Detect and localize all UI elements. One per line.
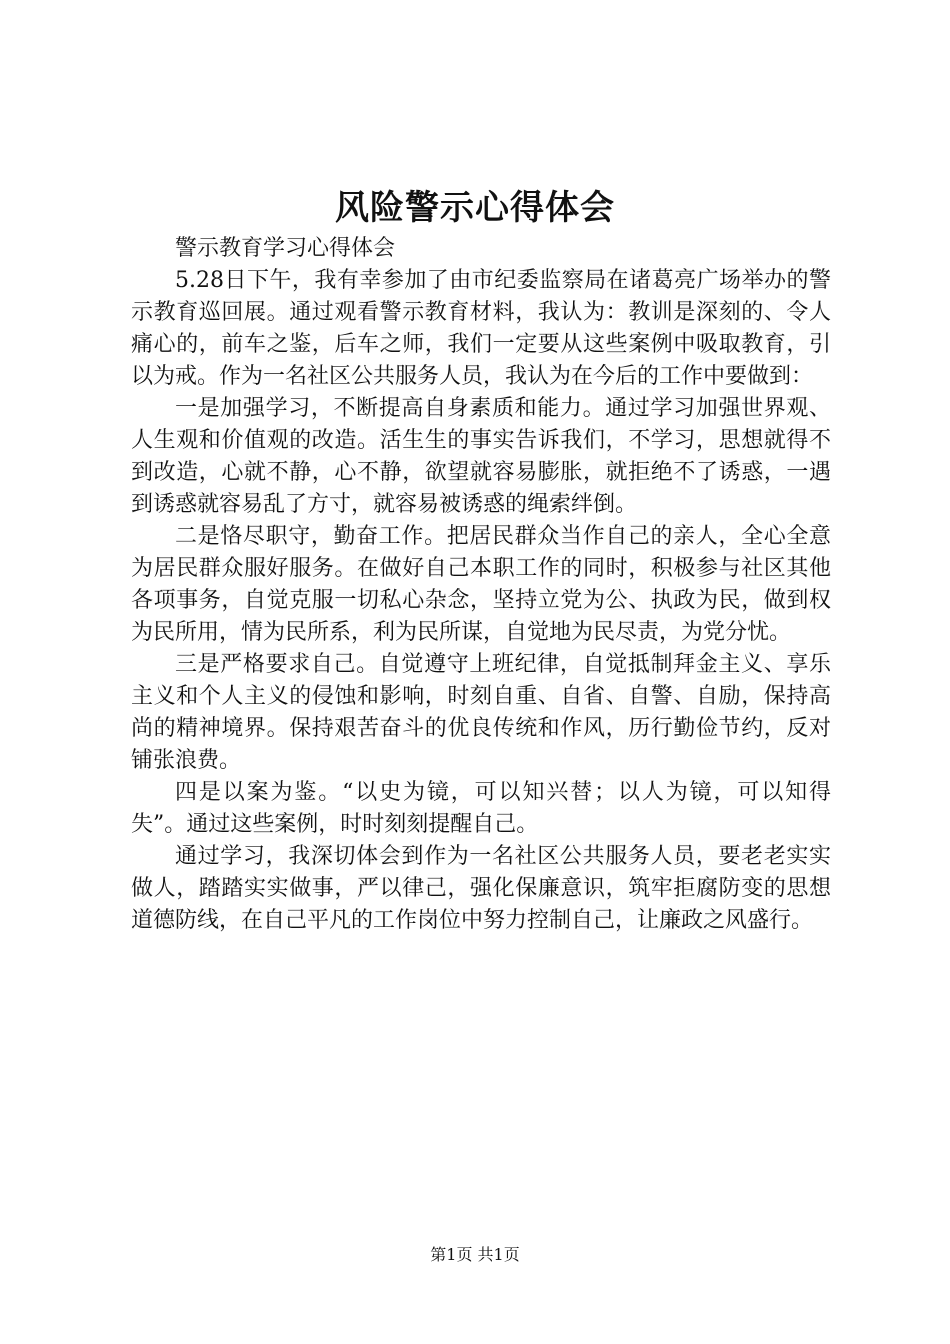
- page-number-footer: 第1页 共1页: [430, 1245, 520, 1264]
- paragraph-point-three: 三是严格要求自己。自觉遵守上班纪律，自觉抵制拜金主义、享乐主义和个人主义的侵蚀和影响，时刻自重、自省、自警、自励，保持高尚的精神境界。保持艰苦奋斗的优良传统和作风，历行勤俭节约，反对铺张浪费。: [131, 652, 831, 773]
- paragraph-conclusion: 通过学习，我深切体会到作为一名社区公共服务人员，要老老实实做人，踏踏实实做事，严以律己，强化保廉意识，筑牢拒腐防变的思想道德防线，在自己平凡的工作岗位中努力控制自己，让廉政之风盛行。: [131, 844, 831, 933]
- document-title: 风险警示心得体会: [335, 188, 615, 228]
- paragraph-point-one: 一是加强学习，不断提高自身素质和能力。通过学习加强世界观、人生观和价值观的改造。活生生的事实告诉我们，不学习，思想就得不到改造，心就不静，心不静，欲望就容易膨胀，就拒绝不了诱惑，一遇到诱惑就容易乱了方寸，就容易被诱惑的绳索绊倒。: [131, 396, 831, 517]
- paragraph-intro: 5.28日下午，我有幸参加了由市纪委监察局在诸葛亮广场举办的警示教育巡回展。通过观看警示教育材料，我认为：教训是深刻的、令人痛心的，前车之鉴，后车之师，我们一定要从这些案例中吸取教育，引以为戒。作为一名社区公共服务人员，我认为在今后的工作中要做到：: [131, 268, 831, 389]
- paragraph-point-two: 二是恪尽职守，勤奋工作。把居民群众当作自己的亲人，全心全意为居民群众服好服务。在做好自己本职工作的同时，积极参与社区其他各项事务，自觉克服一切私心杂念，坚持立党为公、执政为民，做到权为民所用，情为民所系，利为民所谋，自觉地为民尽责，为党分忧。: [131, 524, 831, 645]
- paragraph-point-four: 四是以案为鉴。“以史为镜，可以知兴替；以人为镜，可以知得失”。通过这些案例，时时刻刻提醒自己。: [131, 780, 831, 837]
- document-body: [131, 233, 831, 937]
- paragraph-subtitle: 警示教育学习心得体会: [175, 236, 396, 261]
